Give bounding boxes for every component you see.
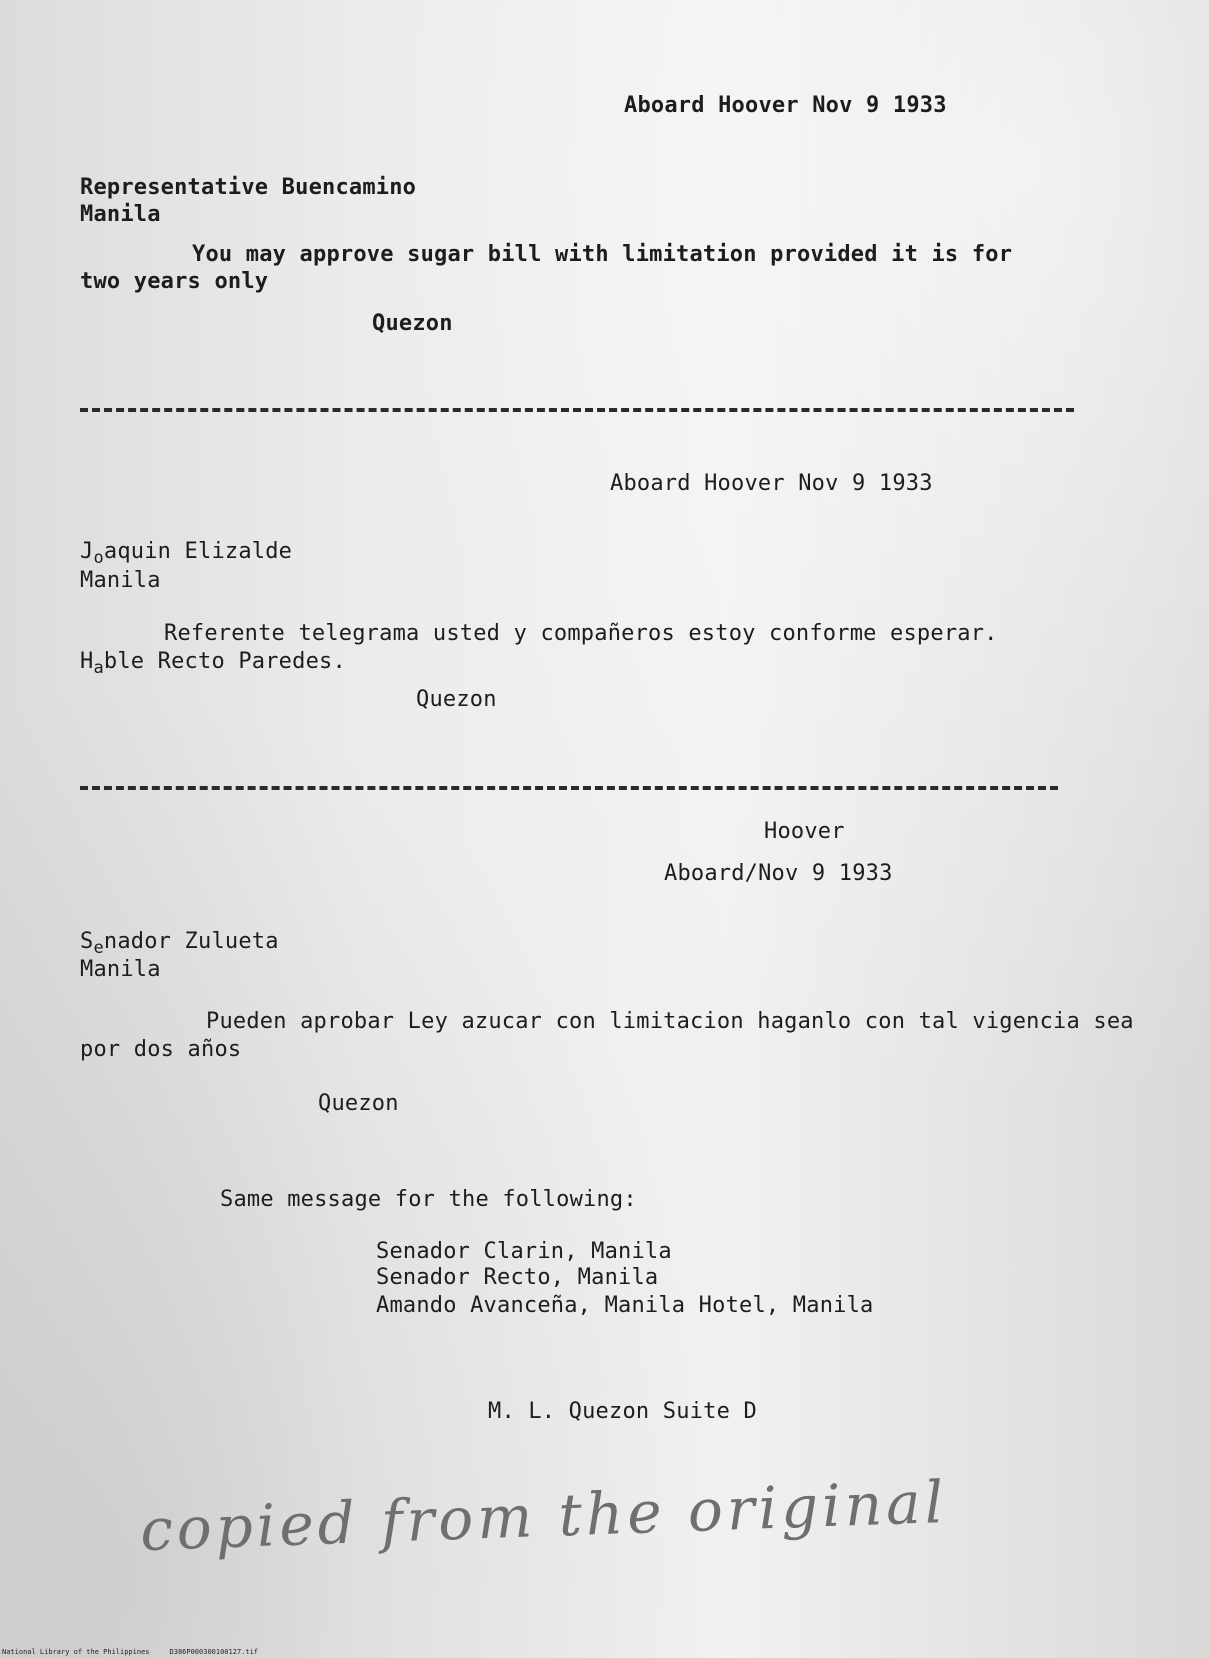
msg1-city: Manila bbox=[80, 202, 161, 227]
separator-2 bbox=[80, 786, 1058, 790]
msg2-body-line2 bbox=[80, 648, 346, 677]
msg3-body-line1: Pueden aprobar Ley azucar con limitacion haganlo con tal vigencia sea bbox=[206, 1009, 1134, 1034]
additional-recipient: Amando Avanceña, Manila Hotel, Manila bbox=[376, 1293, 874, 1318]
sender-line: M. L. Quezon Suite D bbox=[488, 1399, 757, 1424]
msg3-recipient bbox=[80, 928, 279, 957]
msg2-city: Manila bbox=[80, 568, 161, 593]
msg2-recipient-initial: J bbox=[80, 539, 94, 564]
msg1-body-line1: You may approve sugar bill with limitation provided it is for bbox=[192, 242, 1013, 267]
msg2-body-line2-rest: ble Recto Paredes. bbox=[103, 649, 346, 674]
msg1-signature: Quezon bbox=[372, 311, 453, 336]
msg3-recipient-initial: S bbox=[80, 929, 94, 954]
additional-recipient: Senador Recto, Manila bbox=[376, 1265, 659, 1290]
msg3-header-line2: Aboard/Nov 9 1933 bbox=[664, 861, 893, 886]
msg3-body-line2: por dos años bbox=[80, 1037, 242, 1062]
msg2-body-line2-initial: H bbox=[80, 649, 94, 674]
footer-institution: National Library of the Philippines bbox=[2, 1648, 150, 1656]
msg2-recipient-rest: aquin Elizalde bbox=[103, 539, 293, 564]
msg2-header: Aboard Hoover Nov 9 1933 bbox=[610, 471, 933, 496]
msg1-body-line2: two years only bbox=[80, 269, 269, 294]
msg3-recipient-rest: nador Zulueta bbox=[103, 929, 279, 954]
additional-recipient: Senador Clarin, Manila bbox=[376, 1239, 672, 1264]
msg2-body-line1: Referente telegrama usted y compañeros estoy conforme esperar. bbox=[164, 621, 998, 646]
msg2-body-line2-sub: a bbox=[93, 658, 104, 678]
msg3-city: Manila bbox=[80, 957, 161, 982]
footer-file: D386P000300100127.tif bbox=[169, 1648, 259, 1656]
separator-1 bbox=[80, 408, 1074, 412]
msg3-signature: Quezon bbox=[318, 1091, 399, 1116]
msg3-header-line1: Hoover bbox=[764, 819, 845, 844]
msg2-recipient bbox=[80, 538, 292, 567]
msg2-signature: Quezon bbox=[416, 687, 497, 712]
msg1-recipient: Representative Buencamino bbox=[80, 175, 417, 200]
msg3-recipient-sub: e bbox=[93, 938, 104, 958]
msg1-header: Aboard Hoover Nov 9 1933 bbox=[624, 93, 947, 118]
handwritten-note: copied from the original bbox=[139, 1467, 949, 1565]
same-message-note: Same message for the following: bbox=[220, 1187, 637, 1212]
msg2-recipient-sub: o bbox=[93, 548, 104, 568]
scan-footer bbox=[2, 1648, 278, 1657]
